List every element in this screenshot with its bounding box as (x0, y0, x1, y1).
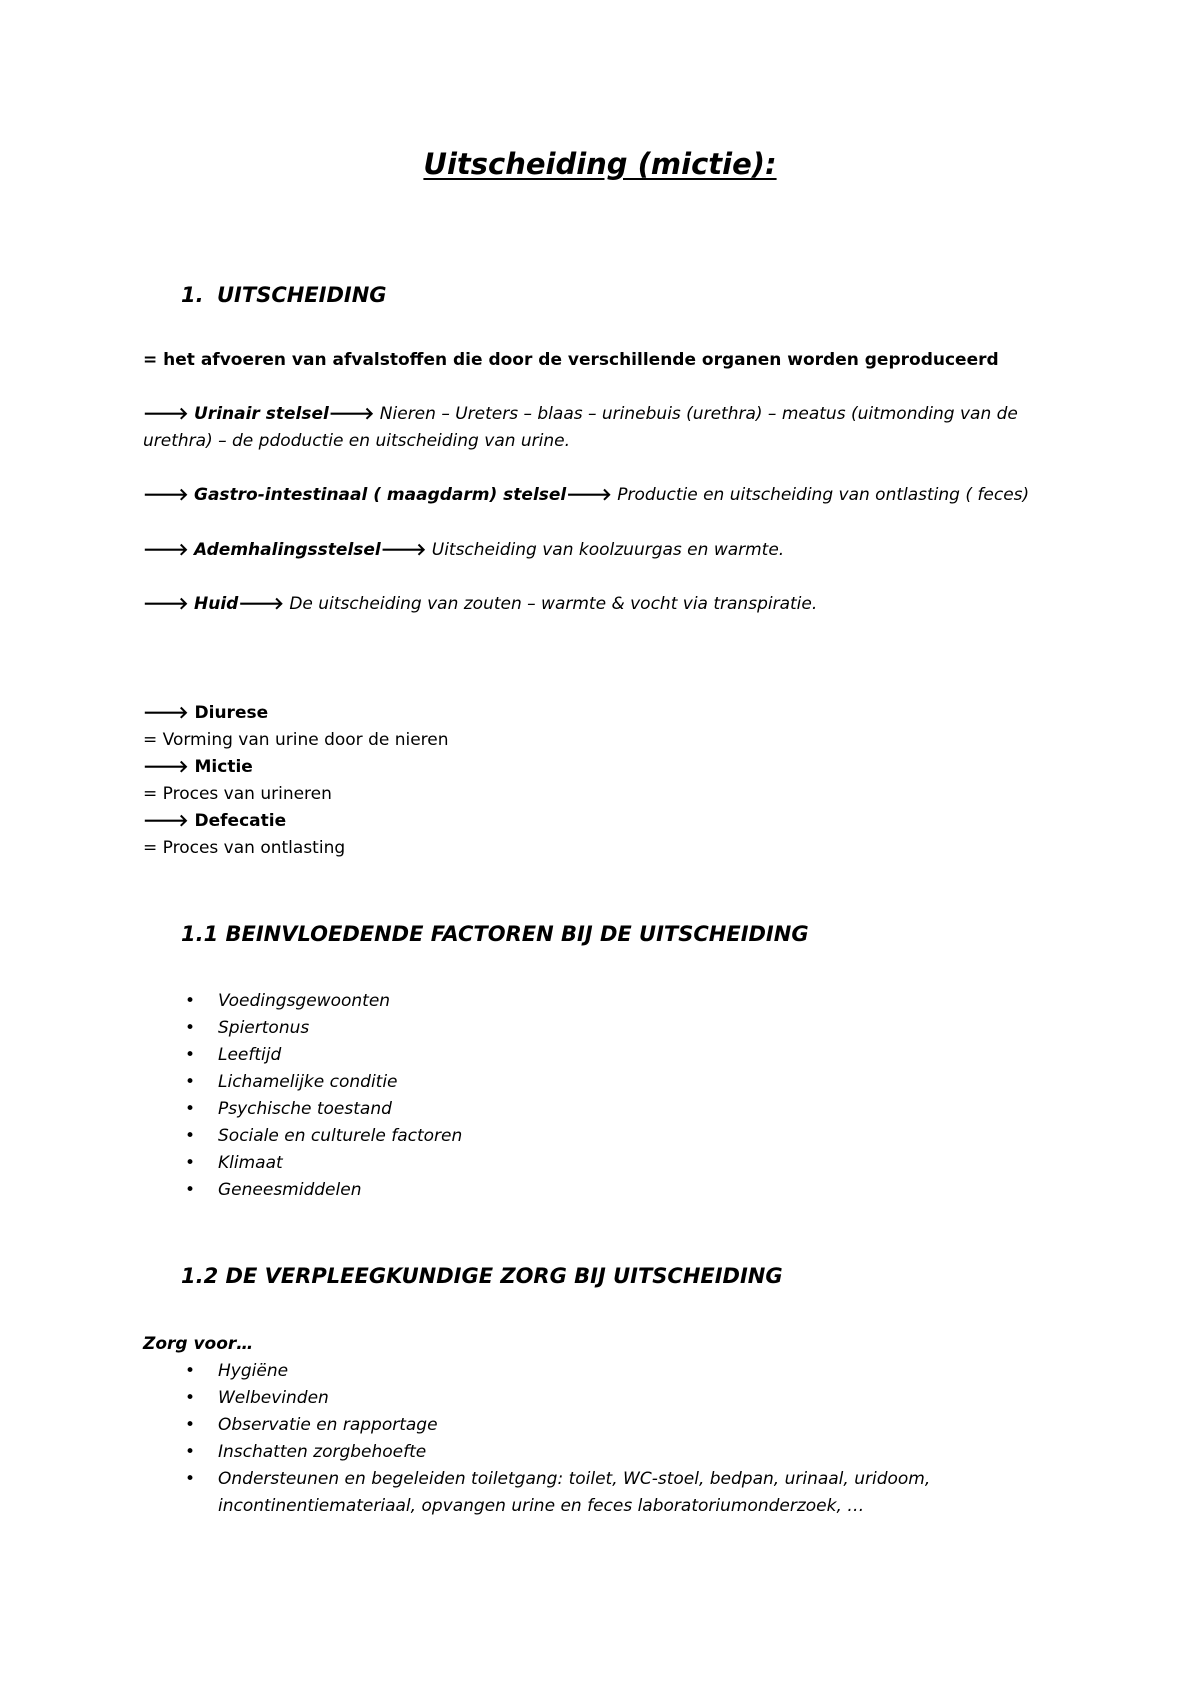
list-item: • Voedingsgewoonten (185, 988, 998, 1015)
section-1-number: 1. (181, 283, 204, 307)
section-1-heading (181, 283, 387, 307)
system-description: Productie en uitscheiding van ontlasting ( feces) (611, 485, 1030, 505)
bullet-icon: • (185, 1126, 196, 1146)
page-title: Uitscheiding (mictie): (423, 147, 777, 181)
definition-term: Defecatie (194, 811, 287, 831)
list-item: • Welbevinden (185, 1385, 998, 1412)
bullet-icon: • (185, 1180, 196, 1200)
bullet-icon: • (185, 991, 196, 1011)
list-item: • Inschatten zorgbehoefte (185, 1439, 998, 1466)
system-urinair-line (143, 401, 1018, 428)
list-item: • Sociale en culturele factoren (185, 1123, 998, 1150)
bullet-icon: • (185, 1072, 196, 1092)
system-description: Nieren – Ureters – blaas – urinebuis (urethra) – meatus (uitmonding van de (374, 404, 1018, 424)
system-description: Uitscheiding van koolzuurgas en warmte. (426, 540, 785, 560)
bullet-icon: • (185, 1415, 196, 1435)
definition-term: Mictie (194, 757, 253, 777)
system-huid-line (143, 591, 817, 618)
bullet-icon: • (185, 1388, 196, 1408)
definition-term-mictie (143, 754, 253, 781)
arrow-right-icon: 🡒 (143, 811, 189, 831)
definition-term: Diurese (194, 703, 269, 723)
system-term: Ademhalingsstelsel (194, 540, 381, 560)
section-1-definition: = het afvoeren van afvalstoffen die door de verschillende organen worden geproduceerd (143, 350, 999, 370)
arrow-right-icon: 🡒 (143, 757, 189, 777)
section-1-1-heading: 1.1 BEINVLOEDENDE FACTOREN BIJ DE UITSCHEIDING (181, 922, 809, 946)
bullet-icon: • (185, 1018, 196, 1038)
section-1-2-heading: 1.2 DE VERPLEEGKUNDIGE ZORG BIJ UITSCHEIDING (181, 1264, 783, 1288)
bullet-icon: • (185, 1099, 196, 1119)
arrow-right-icon: 🡒 (143, 594, 189, 614)
list-item: • Geneesmiddelen (185, 1177, 998, 1204)
arrow-right-icon: 🡒 (143, 404, 189, 424)
bullet-icon: • (185, 1361, 196, 1381)
definition-meaning-defecatie: = Proces van ontlasting (143, 838, 346, 858)
arrow-right-icon: 🡒 (566, 485, 612, 505)
system-term: Huid (194, 594, 239, 614)
bullet-icon: • (185, 1045, 196, 1065)
definition-meaning-mictie: = Proces van urineren (143, 784, 332, 804)
list-item: • Spiertonus (185, 1015, 998, 1042)
system-term: Gastro-intestinaal ( maagdarm) stelsel (194, 485, 567, 505)
list-item: • Klimaat (185, 1150, 998, 1177)
list-item: • Leeftijd (185, 1042, 998, 1069)
section-1-title: UITSCHEIDING (217, 283, 387, 307)
arrow-right-icon: 🡒 (328, 404, 375, 424)
definition-meaning-diurese: = Vorming van urine door de nieren (143, 730, 449, 750)
arrow-right-icon: 🡒 (143, 540, 189, 560)
system-ademhaling-line (143, 537, 784, 564)
bullet-icon: • (185, 1469, 196, 1489)
arrow-right-icon: 🡒 (143, 703, 189, 723)
arrow-right-icon: 🡒 (238, 594, 284, 614)
system-gastro-line (143, 482, 1029, 509)
list-item: • Ondersteunen en begeleiden toiletgang: toilet, WC-stoel, bedpan, urinaal, uridoom, incontinentiemateriaal, opvangen urine en feces laboratoriumonderzoek, … (185, 1466, 998, 1520)
arrow-right-icon: 🡒 (380, 540, 427, 560)
definition-term-defecatie (143, 808, 286, 835)
system-urinair-line-2: urethra) – de pdoductie en uitscheiding van urine. (143, 431, 571, 451)
list-item: • Psychische toestand (185, 1096, 998, 1123)
care-list (185, 1358, 998, 1520)
list-item: • Observatie en rapportage (185, 1412, 998, 1439)
list-item: • Hygiëne (185, 1358, 998, 1385)
definition-term-diurese (143, 700, 268, 727)
system-description: De uitscheiding van zouten – warmte & vocht via transpiratie. (283, 594, 818, 614)
list-item: • Lichamelijke conditie (185, 1069, 998, 1096)
arrow-right-icon: 🡒 (143, 485, 189, 505)
bullet-icon: • (185, 1442, 196, 1462)
bullet-icon: • (185, 1153, 196, 1173)
care-intro: Zorg voor… (143, 1334, 254, 1354)
factors-list (185, 988, 998, 1204)
system-term: Urinair stelsel (194, 404, 329, 424)
